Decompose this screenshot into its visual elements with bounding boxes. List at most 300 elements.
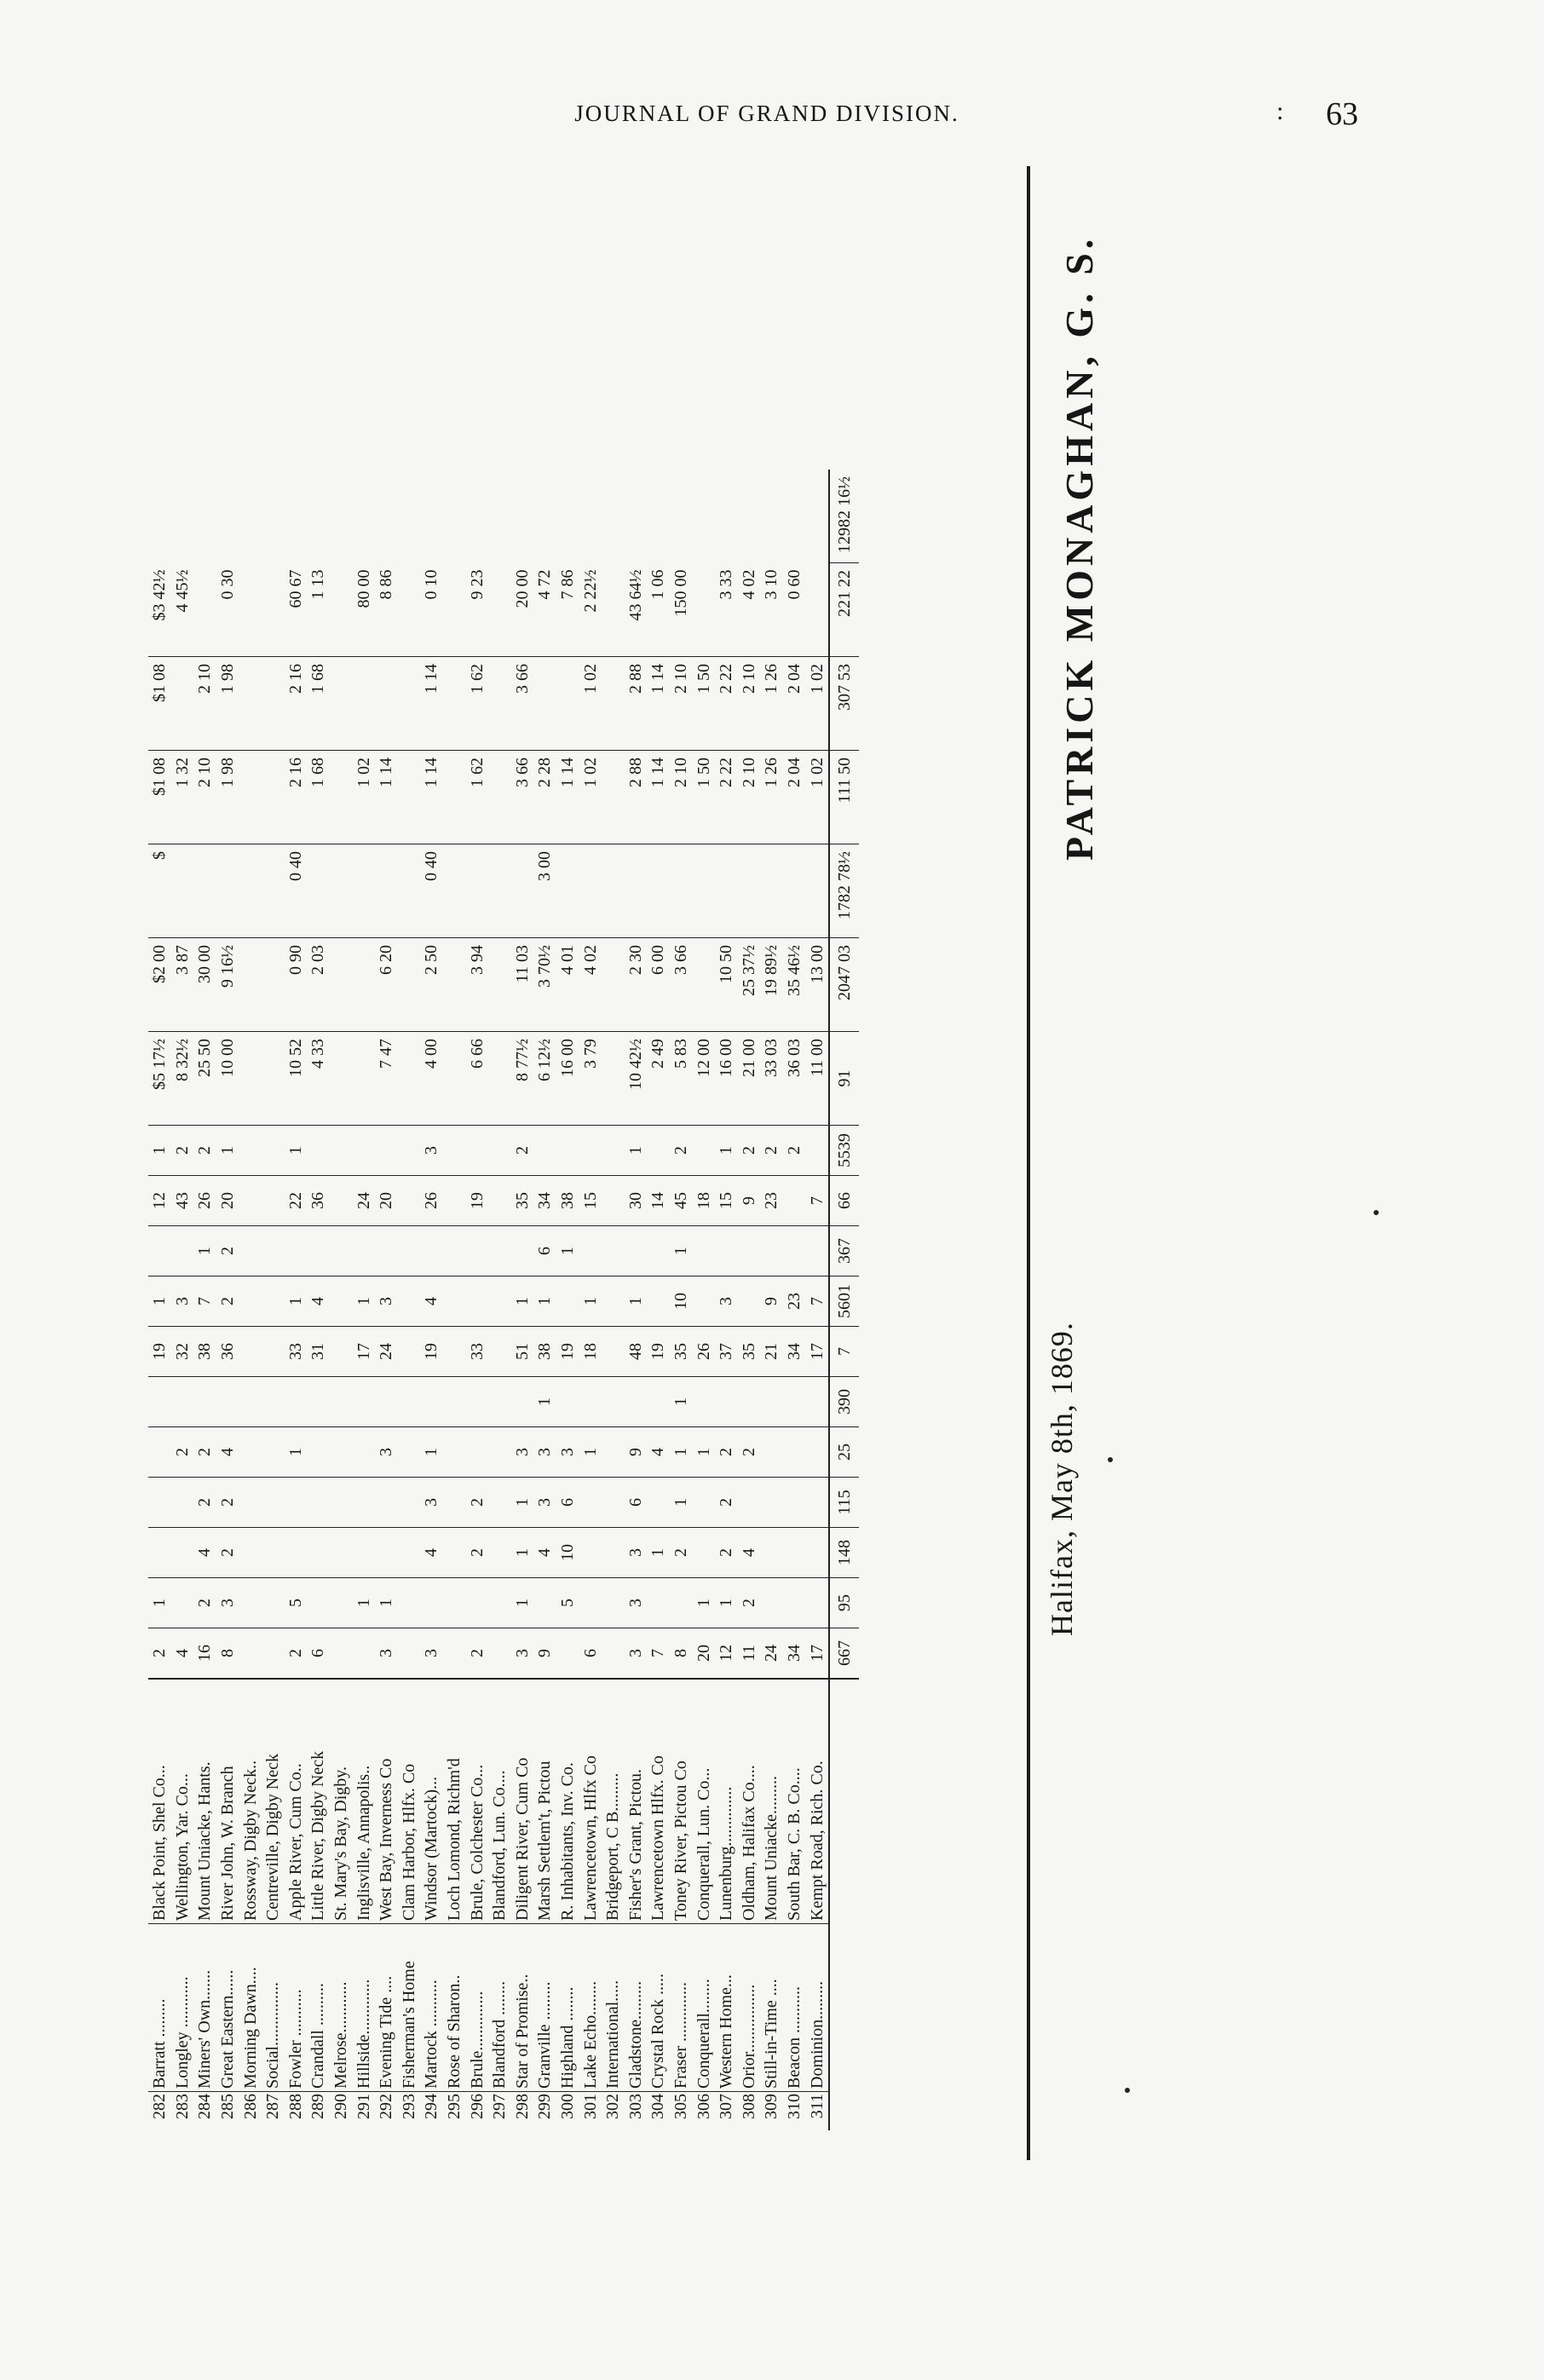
table-cell: 1 (352, 1276, 375, 1327)
table-cell (602, 1032, 625, 1126)
table-cell: 3 94 (465, 938, 488, 1032)
table-cell: 1 (715, 1126, 738, 1176)
table-row (352, 470, 375, 2130)
table-cell: 35 (670, 1327, 693, 1377)
rotated-table-frame (148, 153, 1009, 2164)
division-location: Kempt Road, Rich. Co. (805, 1679, 829, 1924)
table-cell: 38 (533, 1327, 556, 1377)
division-name: Miners' Own....... (193, 1924, 216, 2092)
table-cell (556, 657, 579, 751)
table-row (602, 470, 625, 2130)
table-cell: 2 22½ (580, 569, 600, 613)
table-cell (420, 1226, 443, 1276)
total-cell: 5539 (829, 1126, 859, 1176)
table-cell: 37 (715, 1327, 738, 1377)
division-number: 282 (148, 2092, 171, 2131)
table-cell: 4 (737, 1528, 760, 1578)
table-cell (239, 938, 262, 1032)
table-row (375, 470, 398, 2130)
division-location: Toney River, Pictou Co (670, 1679, 693, 1924)
table-cell (330, 844, 353, 938)
table-cell: 1 (511, 1578, 534, 1628)
division-location: West Bay, Inverness Co (375, 1679, 398, 1924)
table-cell (285, 1478, 308, 1528)
table-cell (148, 1427, 171, 1478)
table-cell (443, 1126, 466, 1176)
table-cell: 19 (148, 1327, 171, 1377)
division-location: Inglisville, Annapolis.. (352, 1679, 375, 1924)
table-cell (330, 1478, 353, 1528)
table-cell: 3 79 (579, 1032, 602, 1126)
table-cell: 8 (670, 1628, 693, 1680)
table-cell (330, 751, 353, 844)
table-cell (488, 1327, 511, 1377)
table-cell (488, 563, 511, 657)
table-cell: 3 (216, 1578, 239, 1628)
table-cell (171, 1578, 194, 1628)
table-cell: 2 22 (715, 657, 738, 751)
table-cell: 1 (579, 1427, 602, 1478)
total-cell: 1782 78½ (829, 844, 859, 938)
table-cell: 4 (193, 1528, 216, 1578)
table-cell: 6 (556, 1478, 579, 1528)
table-cell (692, 1478, 715, 1528)
division-location: Lawrencetown Hlfx. Co (647, 1679, 670, 1924)
returns-table (148, 470, 859, 2130)
table-row (692, 470, 715, 2130)
table-cell: 3 (533, 1478, 556, 1528)
division-location: Loch Lomond, Richm'd (443, 1679, 466, 1924)
table-cell (239, 563, 262, 657)
table-cell: 5 (285, 1578, 308, 1628)
table-cell: 1 62 (465, 657, 488, 751)
division-name: Beacon ........... (783, 1924, 806, 2092)
table-cell: 20 (375, 1176, 398, 1226)
table-cell: 20 00 (512, 569, 532, 608)
table-cell: 2 (465, 1628, 488, 1680)
division-number: 300 (556, 2092, 579, 2131)
table-cell (488, 1628, 511, 1680)
table-cell (216, 844, 239, 938)
table-cell: 13 00 (805, 938, 829, 1032)
table-cell (352, 1427, 375, 1478)
table-cell: 2 10 (737, 751, 760, 844)
table-row (216, 470, 239, 2130)
table-cell: 0 40 (285, 844, 308, 938)
table-cell: 2 03 (307, 938, 330, 1032)
division-number: 293 (398, 2092, 421, 2131)
table-cell: 19 (420, 1327, 443, 1377)
table-cell: 10 (670, 1276, 693, 1327)
table-cell: 38 (193, 1327, 216, 1377)
table-cell (579, 1578, 602, 1628)
table-cell: 48 (624, 1327, 647, 1377)
table-cell (262, 1126, 285, 1176)
table-cell: 1 98 (216, 751, 239, 844)
division-number: 286 (239, 2092, 262, 2131)
table-cell (602, 1528, 625, 1578)
table-cell: 2 (193, 1578, 216, 1628)
table-cell (488, 1528, 511, 1578)
division-number: 284 (193, 2092, 216, 2131)
table-cell (239, 1032, 262, 1126)
total-cell: 307 53 (829, 657, 859, 751)
table-cell (488, 751, 511, 844)
table-cell (443, 1377, 466, 1427)
table-cell (488, 1032, 511, 1126)
table-cell: 4 02 (739, 569, 758, 600)
table-cell: 3 (420, 1478, 443, 1528)
division-location: Brule, Colchester Co... (465, 1679, 488, 1924)
table-cell (783, 1427, 806, 1478)
table-cell: 33 03 (760, 1032, 783, 1126)
table-cell: 34 (783, 1628, 806, 1680)
table-cell (715, 1226, 738, 1276)
table-cell (352, 1628, 375, 1680)
table-cell (465, 1427, 488, 1478)
table-cell (171, 1478, 194, 1528)
table-cell: 4 01 (556, 938, 579, 1032)
table-cell: 2 50 (420, 938, 443, 1032)
division-name: Social............... (262, 1924, 285, 2092)
table-cell: 1 62 (465, 751, 488, 844)
division-name: Fowler ........... (285, 1924, 308, 2092)
table-cell: 1 (715, 1578, 738, 1628)
table-cell: 8 77½ (511, 1032, 534, 1126)
table-cell (602, 1276, 625, 1327)
table-cell (602, 1628, 625, 1680)
division-name: Melrose............ (330, 1924, 353, 2092)
table-row (262, 470, 285, 2130)
table-cell (602, 1377, 625, 1427)
table-cell (737, 1276, 760, 1327)
table-cell: 1 (511, 1528, 534, 1578)
table-cell (330, 1276, 353, 1327)
table-cell (760, 1578, 783, 1628)
table-cell: 17 (805, 1327, 829, 1377)
table-cell (262, 1528, 285, 1578)
table-cell: 3 70½ (533, 938, 556, 1032)
table-cell (398, 1427, 421, 1478)
table-cell (239, 844, 262, 938)
table-cell: 2 30 (624, 938, 647, 1032)
table-cell (488, 1126, 511, 1176)
table-row (443, 470, 466, 2130)
table-cell: $ (148, 844, 171, 938)
table-cell: 80 00 (354, 569, 373, 608)
table-cell (285, 1528, 308, 1578)
table-cell (443, 1628, 466, 1680)
table-cell: 24 (760, 1628, 783, 1680)
table-cell (624, 1377, 647, 1427)
table-cell: 35 46½ (783, 938, 806, 1032)
table-cell (285, 1226, 308, 1276)
table-cell (805, 563, 829, 657)
table-cell: 21 00 (737, 1032, 760, 1126)
table-cell (375, 1126, 398, 1176)
table-cell: 3 66 (511, 657, 534, 751)
table-row (465, 470, 488, 2130)
division-number: 305 (670, 2092, 693, 2131)
table-cell: 3 (375, 1628, 398, 1680)
table-cell (239, 1528, 262, 1578)
table-cell: 4 72 (535, 569, 555, 600)
table-cell (760, 1226, 783, 1276)
table-cell: 36 (216, 1327, 239, 1377)
division-name: Star of Promise.. (511, 1924, 534, 2092)
table-cell (398, 1176, 421, 1226)
division-name: Fraser .............. (670, 1924, 693, 2092)
table-cell (692, 1126, 715, 1176)
table-cell (465, 1377, 488, 1427)
total-cell: 91 (829, 1032, 859, 1126)
table-cell (330, 1327, 353, 1377)
table-cell (556, 1276, 579, 1327)
division-number: 298 (511, 2092, 534, 2131)
table-cell (443, 751, 466, 844)
table-cell (375, 844, 398, 938)
division-location: Little River, Digby Neck (307, 1679, 330, 1924)
table-cell (443, 1276, 466, 1327)
division-number: 310 (783, 2092, 806, 2131)
table-cell (330, 1427, 353, 1478)
table-cell: 0 10 (422, 569, 441, 600)
table-cell (692, 563, 715, 657)
table-cell: 34 (783, 1327, 806, 1377)
table-cell (375, 1377, 398, 1427)
print-speck (1374, 1210, 1379, 1215)
table-cell: 0 60 (784, 569, 804, 600)
division-location: Lunenburg.............. (715, 1679, 738, 1924)
table-cell (420, 1578, 443, 1628)
table-cell (783, 1528, 806, 1578)
table-cell: 3 87 (171, 938, 194, 1032)
table-cell: 7 (805, 1276, 829, 1327)
division-name: Crystal Rock ..... (647, 1924, 670, 2092)
table-cell: 1 14 (375, 751, 398, 844)
division-number: 307 (715, 2092, 738, 2131)
table-cell: 1 (579, 1276, 602, 1327)
table-cell: 19 (647, 1327, 670, 1377)
division-name: Great Eastern...... (216, 1924, 239, 2092)
table-cell: 26 (692, 1327, 715, 1377)
table-cell (352, 1528, 375, 1578)
table-cell: 1 (556, 1226, 579, 1276)
division-name: Longley ............ (171, 1924, 194, 2092)
table-cell (692, 1226, 715, 1276)
table-row (783, 470, 806, 2130)
table-cell: 3 00 (533, 844, 556, 938)
table-cell: 1 02 (579, 657, 602, 751)
total-cell: 12982 16½ (829, 470, 859, 563)
table-cell (465, 1578, 488, 1628)
table-cell: 12 (715, 1628, 738, 1680)
table-cell (239, 1578, 262, 1628)
division-number: 283 (171, 2092, 194, 2131)
division-location: Mount Uniacke......... (760, 1679, 783, 1924)
table-cell (375, 1528, 398, 1578)
table-cell: 2 04 (783, 751, 806, 844)
table-cell (579, 1226, 602, 1276)
table-cell: 5 83 (670, 1032, 693, 1126)
table-cell (511, 1226, 534, 1276)
table-cell: 18 (692, 1176, 715, 1226)
table-cell (647, 1276, 670, 1327)
table-cell: 0 30 (218, 569, 238, 600)
table-cell: 2 (715, 1528, 738, 1578)
table-cell (148, 1478, 171, 1528)
table-cell: 15 (579, 1176, 602, 1226)
table-cell: 1 26 (760, 751, 783, 844)
total-cell: 95 (829, 1578, 859, 1628)
table-cell: 6 (533, 1226, 556, 1276)
table-cell: 1 (533, 1377, 556, 1427)
table-cell: 2 (511, 1126, 534, 1176)
table-cell: 1 (670, 1377, 693, 1427)
table-cell (398, 1276, 421, 1327)
table-cell: 3 66 (670, 938, 693, 1032)
table-cell (330, 1176, 353, 1226)
table-cell (533, 1578, 556, 1628)
division-number: 288 (285, 2092, 308, 2131)
table-cell: 2 10 (737, 657, 760, 751)
page-number: 63 (1326, 96, 1358, 132)
table-cell (465, 1276, 488, 1327)
table-row (239, 470, 262, 2130)
division-name: Morning Dawn.... (239, 1924, 262, 2092)
table-cell: 36 (307, 1176, 330, 1226)
table-cell: 5 (556, 1578, 579, 1628)
table-cell (443, 657, 466, 751)
table-cell: 2 (285, 1628, 308, 1680)
table-cell (602, 1427, 625, 1478)
table-cell: 4 45½ (172, 569, 192, 613)
table-cell: 32 (171, 1327, 194, 1377)
total-cell: 25 (829, 1427, 859, 1478)
table-cell: 2 (737, 1578, 760, 1628)
table-cell (783, 844, 806, 938)
table-cell (352, 657, 375, 751)
table-row (330, 470, 353, 2130)
table-cell (352, 1377, 375, 1427)
table-cell: 2 10 (670, 751, 693, 844)
division-number: 291 (352, 2092, 375, 2131)
table-cell: 7 86 (557, 569, 577, 600)
division-number: 306 (692, 2092, 715, 2131)
table-cell: 20 (692, 1628, 715, 1680)
table-cell (647, 1578, 670, 1628)
table-cell: 7 47 (375, 1032, 398, 1126)
table-cell (805, 1578, 829, 1628)
table-row (805, 470, 829, 2130)
table-cell (239, 751, 262, 844)
table-cell (465, 1126, 488, 1176)
table-cell: 9 (760, 1276, 783, 1327)
table-cell: 1 (624, 1276, 647, 1327)
table-cell: 1 (148, 1126, 171, 1176)
table-cell (193, 1377, 216, 1427)
table-cell: 1 (285, 1126, 308, 1176)
table-cell (511, 844, 534, 938)
table-cell: 19 (465, 1176, 488, 1226)
table-cell (398, 1226, 421, 1276)
table-cell: 2 (216, 1528, 239, 1578)
division-location: Wellington, Yar. Co... (171, 1679, 194, 1924)
table-cell (602, 1578, 625, 1628)
table-cell: 2 (783, 1126, 806, 1176)
table-cell (715, 844, 738, 938)
table-cell: 4 00 (420, 1032, 443, 1126)
table-cell (737, 844, 760, 938)
table-cell (579, 1377, 602, 1427)
division-number: 290 (330, 2092, 353, 2131)
division-name: Fisherman's Home (398, 1924, 421, 2092)
table-cell: 1 (285, 1427, 308, 1478)
table-cell (443, 1478, 466, 1528)
table-cell: 2 (171, 1427, 194, 1478)
table-cell (670, 844, 693, 938)
table-cell: $1 08 (148, 751, 171, 844)
table-cell: 3 (420, 1126, 443, 1176)
table-cell: 7 (647, 1628, 670, 1680)
table-cell: 1 (670, 1427, 693, 1478)
table-cell: 3 (171, 1276, 194, 1327)
table-cell: 3 (556, 1427, 579, 1478)
table-cell (737, 1226, 760, 1276)
total-cell: 367 (829, 1226, 859, 1276)
table-cell (375, 1226, 398, 1276)
table-cell (488, 1377, 511, 1427)
division-number: 303 (624, 2092, 647, 2131)
table-cell (398, 751, 421, 844)
table-cell: 12 (148, 1176, 171, 1226)
table-cell (602, 1226, 625, 1276)
table-row (420, 470, 443, 2130)
table-cell (443, 844, 466, 938)
division-location: R. Inhabitants, Inv. Co. (556, 1679, 579, 1924)
table-cell: 2 10 (670, 657, 693, 751)
print-speck (1125, 2088, 1130, 2093)
table-cell (398, 844, 421, 938)
table-cell (307, 1377, 330, 1427)
table-cell (715, 1377, 738, 1427)
table-cell: 3 (533, 1427, 556, 1478)
table-cell: 45 (670, 1176, 693, 1226)
print-speck (1108, 1457, 1113, 1462)
division-location: Fisher's Grant, Pictou. (624, 1679, 647, 1924)
table-cell (805, 1478, 829, 1528)
division-location: Mount Uniacke, Hants. (193, 1679, 216, 1924)
table-cell (420, 1377, 443, 1427)
table-cell (330, 657, 353, 751)
table-cell (239, 1126, 262, 1176)
table-cell: 2 (465, 1528, 488, 1578)
table-cell: 9 (624, 1427, 647, 1478)
table-cell (148, 1226, 171, 1276)
total-cell: 66 (829, 1176, 859, 1226)
division-number: 311 (805, 2092, 829, 2131)
table-cell (443, 1578, 466, 1628)
table-cell: 2 88 (624, 657, 647, 751)
table-cell (239, 1226, 262, 1276)
table-cell: 4 (533, 1528, 556, 1578)
table-cell (352, 1032, 375, 1126)
table-cell (488, 1427, 511, 1478)
table-cell: 9 (533, 1628, 556, 1680)
table-cell: 3 (375, 1427, 398, 1478)
totals-row (829, 470, 859, 2130)
table-cell: 1 14 (556, 751, 579, 844)
